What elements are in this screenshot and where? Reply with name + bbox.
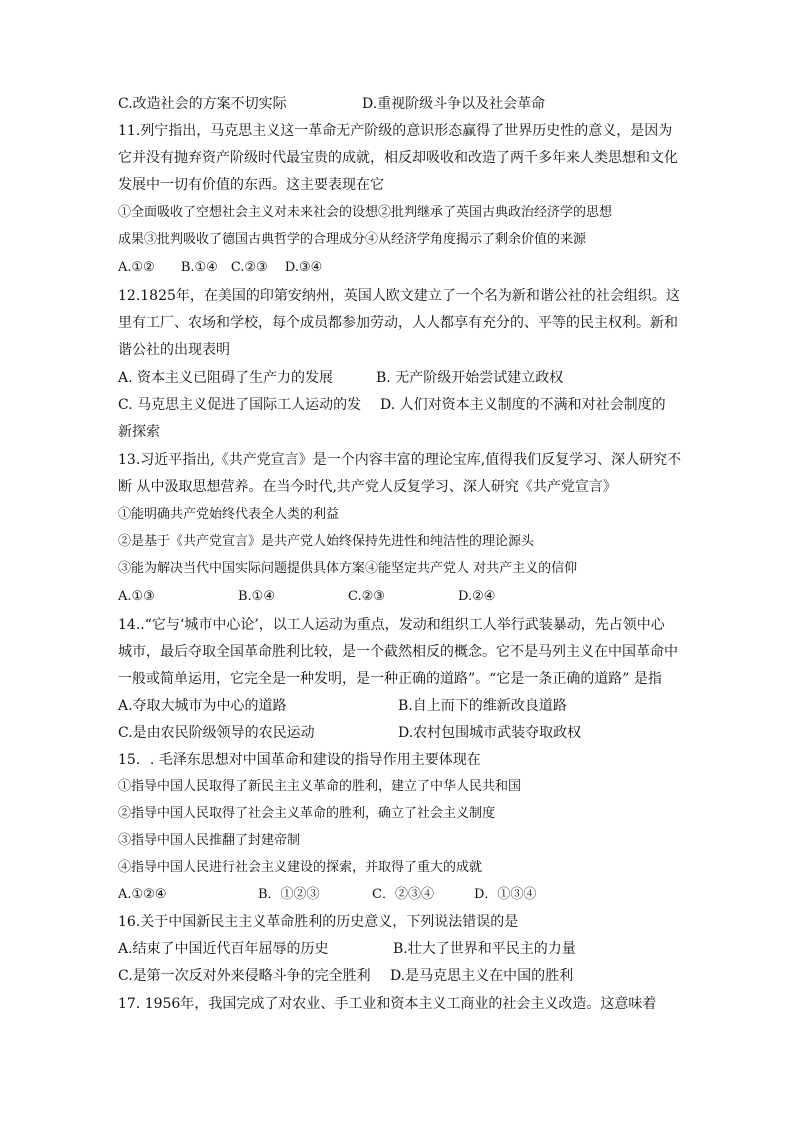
q13-statement-2: ②是基于《共产党宣言》是共产党人始终保持先进性和纯洁性的理论源头 xyxy=(118,534,535,549)
q16-option-row-1 xyxy=(118,939,576,959)
q14-option-row-2 xyxy=(118,723,582,743)
q12-option-d-continued: 新探索 xyxy=(118,424,160,440)
q17-stem: 17. 1956年，我国完成了对农业、手工业和资本主义工商业的社会主义改造。这意味着 xyxy=(118,996,657,1012)
q12-option-row-2 xyxy=(118,395,666,415)
q13-option-b: B.①④ xyxy=(238,589,275,604)
q11-stem-line-3: 发展中一切有价值的东西。这主要表现在它 xyxy=(118,177,384,193)
q16-option-c: C.是第一次反对外来侵略斗争的完全胜利 xyxy=(118,968,371,984)
q11-stem-line-1: 11.列宁指出，马克思主义这一革命无产阶级的意识形态赢得了世界历史性的意义，是因为 xyxy=(118,123,673,139)
q15-option-c: C．②③④ xyxy=(372,887,434,902)
q11-statement-line-1: ①全面吸收了空想社会主义对未来社会的设想②批判继承了英国古典政治经济学的思想 xyxy=(118,205,613,220)
q14-option-row-1 xyxy=(118,696,567,716)
q13-option-d: D.②④ xyxy=(458,589,496,604)
q11-stem-line-2: 它并没有抛弃资产阶级时代最宝贵的成就，相反却吸收和改造了两千多年来人类思想和文化 xyxy=(118,150,678,166)
q14-option-c: C.是由农民阶级领导的农民运动 xyxy=(118,725,315,741)
q12-option-b: B. 无产阶级开始尝试建立政权 xyxy=(376,370,564,386)
q13-stem-line-1: 13.习近平指出,《共产党宣言》是一个内容丰富的理论宝库,值得我们反复学习、深人研究不 xyxy=(118,452,682,468)
q13-statement-1: ①能明确共产党始终代表全人类的利益 xyxy=(118,507,340,522)
q15-statement-1: ①指导中国人民取得了新民主主义革命的胜利，建立了中华人民共和国 xyxy=(118,779,522,794)
q12-option-c: C. 马克思主义促进了国际工人运动的发 xyxy=(118,397,362,413)
q15-option-row xyxy=(118,885,537,905)
q13-option-c: C.②③ xyxy=(348,589,385,604)
q13-option-a: A.①③ xyxy=(118,589,155,604)
q11-statement-line-2: 成果③批判吸收了德国古典哲学的合理成分④从经济学角度揭示了剩余价值的来源 xyxy=(118,232,587,247)
q10-option-row xyxy=(118,94,546,114)
q13-statement-3-4: ③能为解决当代中国实际问题提供具体方案④能坚定共产党人 对共产主义的信仰 xyxy=(118,561,578,576)
q15-option-a: A.①②④ xyxy=(118,887,167,902)
q14-option-a: A.夺取大城市为中心的道路 xyxy=(118,698,287,714)
q16-option-b: B.壮大了世界和平民主的力量 xyxy=(393,941,576,957)
q12-option-a: A. 资本主义已阻碍了生产力的发展 xyxy=(118,370,334,386)
q12-stem-line-3: 谐公社的出现表明 xyxy=(118,342,230,358)
q16-stem: 16.关于中国新民主主义革命胜利的历史意义，下列说法错误的是 xyxy=(118,914,519,930)
q14-option-b: B.自上而下的维新改良道路 xyxy=(398,698,567,714)
q12-stem-line-2: 里有工厂、农场和学校，每个成员都参加劳动，人人都享有充分的、平等的民主权利。新和 xyxy=(118,315,678,331)
q13-option-row xyxy=(118,587,496,607)
q12-stem-line-1: 12.1825年，在美国的印第安纳州，英国人欧文建立了一个名为新和谐公社的社会组织。这 xyxy=(118,288,680,304)
q15-statement-4: ④指导中国人民进行社会主义建设的探索，并取得了重大的成就 xyxy=(118,860,483,875)
q16-option-a: A.结束了中国近代百年屈辱的历史 xyxy=(118,941,329,957)
q11-options: A.①② B.①④ C.②③ D.③④ xyxy=(118,260,323,275)
q14-stem-line-1: 14..“它与‘城市中心论’，以工人运动为重点，发动和组织工人举行武装暴动，先占领中心 xyxy=(118,617,665,633)
q16-option-row-2 xyxy=(118,966,574,986)
q10-option-d: D.重视阶级斗争以及社会革命 xyxy=(362,96,546,112)
q12-option-row-1 xyxy=(118,368,564,388)
q12-option-d: D. 人们对资本主义制度的不满和对社会制度的 xyxy=(380,397,666,413)
q15-statement-3: ③指导中国人民推翻了封建帝制 xyxy=(118,833,301,848)
q14-option-d: D.农村包围城市武装夺取政权 xyxy=(398,725,582,741)
q15-option-b: B．①②③ xyxy=(258,887,320,902)
q14-stem-line-2: 城市，最后夺取全国革命胜利比较，是一个截然相反的概念。它不是马列主义在中国革命中 xyxy=(118,644,678,660)
q15-option-d: D．①③④ xyxy=(474,887,537,902)
q10-option-c: C.改造社会的方案不切实际 xyxy=(118,96,287,112)
q15-stem: 15．. 毛泽东思想对中国革命和建设的指导作用主要体现在 xyxy=(118,752,481,768)
q16-option-d: D.是马克思主义在中国的胜利 xyxy=(390,968,574,984)
q14-stem-line-3: 一般或简单运用，它完全是一种发明，是一种正确的道路”。“它是一条正确的道路” 是指 xyxy=(118,671,662,687)
q13-stem-line-2: 断 从中汲取思想营养。在当今时代,共产党人反复学习、深人研究《共产党宣言》 xyxy=(118,479,617,495)
q15-statement-2: ②指导中国人民取得了社会主义革命的胜利，确立了社会主义制度 xyxy=(118,806,496,821)
